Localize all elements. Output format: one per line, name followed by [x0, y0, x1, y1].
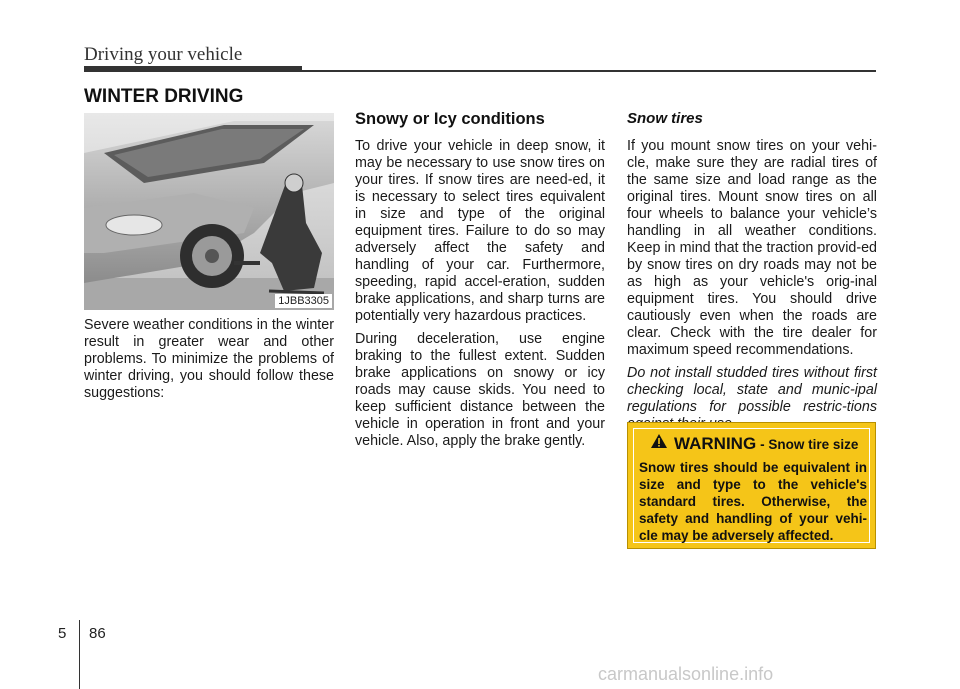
figure-code: 1JBB3305 [275, 294, 332, 308]
warning-subtitle: - Snow tire size [760, 437, 859, 452]
warning-body: Snow tires should be equivalent in size and type to the vehicle's standard tires. Otherwise, the safety and handling of your vehi-cle may be adversely affected. [639, 460, 867, 543]
header-rule-thin [302, 70, 876, 72]
snowy-paragraph-1: To drive your vehicle in deep snow, it may be necessary to use snow tires on your tires. If snow tires are need-ed, it is necessary to select tires equivalent in size and type of the original equipment tires. Failure to do so may adversely affect the safety and handling of your car. Furthermore, speeding, rapid accel-eration, sudden brake applications, and sharp turns are potentially very hazardous practices. [355, 138, 605, 324]
snow-tires-paragraph-2: Do not install studded tires without first checking local, state and munic-ipal regulations for possible restric-tions [627, 365, 877, 415]
warning-triangle-icon [650, 433, 668, 449]
intro-text: Severe weather conditions in the winter result in greater wear and other problems. To minimize the problems of winter driving, you should follow these suggestions: [84, 317, 334, 401]
warning-label: WARNING [674, 434, 757, 453]
car-and-person-illustration [84, 113, 334, 310]
snow-tires-heading: Snow tires [627, 110, 703, 127]
warning-header [650, 433, 858, 454]
page-number: 86 [89, 625, 106, 642]
snow-tires-section [627, 138, 877, 439]
page-number-divider [79, 620, 80, 689]
warning-box [627, 422, 876, 549]
snowy-icy-heading: Snowy or Icy conditions [355, 110, 545, 128]
chapter-title: Driving your vehicle [84, 44, 243, 65]
snow-tires-paragraph-1: If you mount snow tires on your vehi-cle, make sure they are radial tires of the same size and load range as the original tires. Mount snow tires on all four wheels to balance your vehicle’s handling in all weather conditions. Keep in mind that the traction provid-ed by snow tires on dry roads may not be as high as your vehicle's orig-inal equipment tires. You should drive cautiously even when the roads are clear. Check with the tire dealer for maximum speed recommendations. [627, 138, 877, 358]
section-title: WINTER DRIVING [84, 86, 244, 107]
intro-paragraph [84, 317, 334, 408]
header-rule-thick [84, 66, 302, 72]
snowy-icy-section [355, 138, 605, 456]
chapter-number: 5 [58, 625, 67, 642]
snowy-paragraph-2: During deceleration, use engine braking to the fullest extent. Sudden brake applications on snowy or icy roads may cause skids. You need to keep sufficient distance between the vehicle in operation in front and your vehicle. Also, apply the brake gently. [355, 331, 605, 449]
watermark: carmanualsonline.info [598, 664, 774, 684]
figure-snow-tire-illustration [84, 113, 334, 310]
